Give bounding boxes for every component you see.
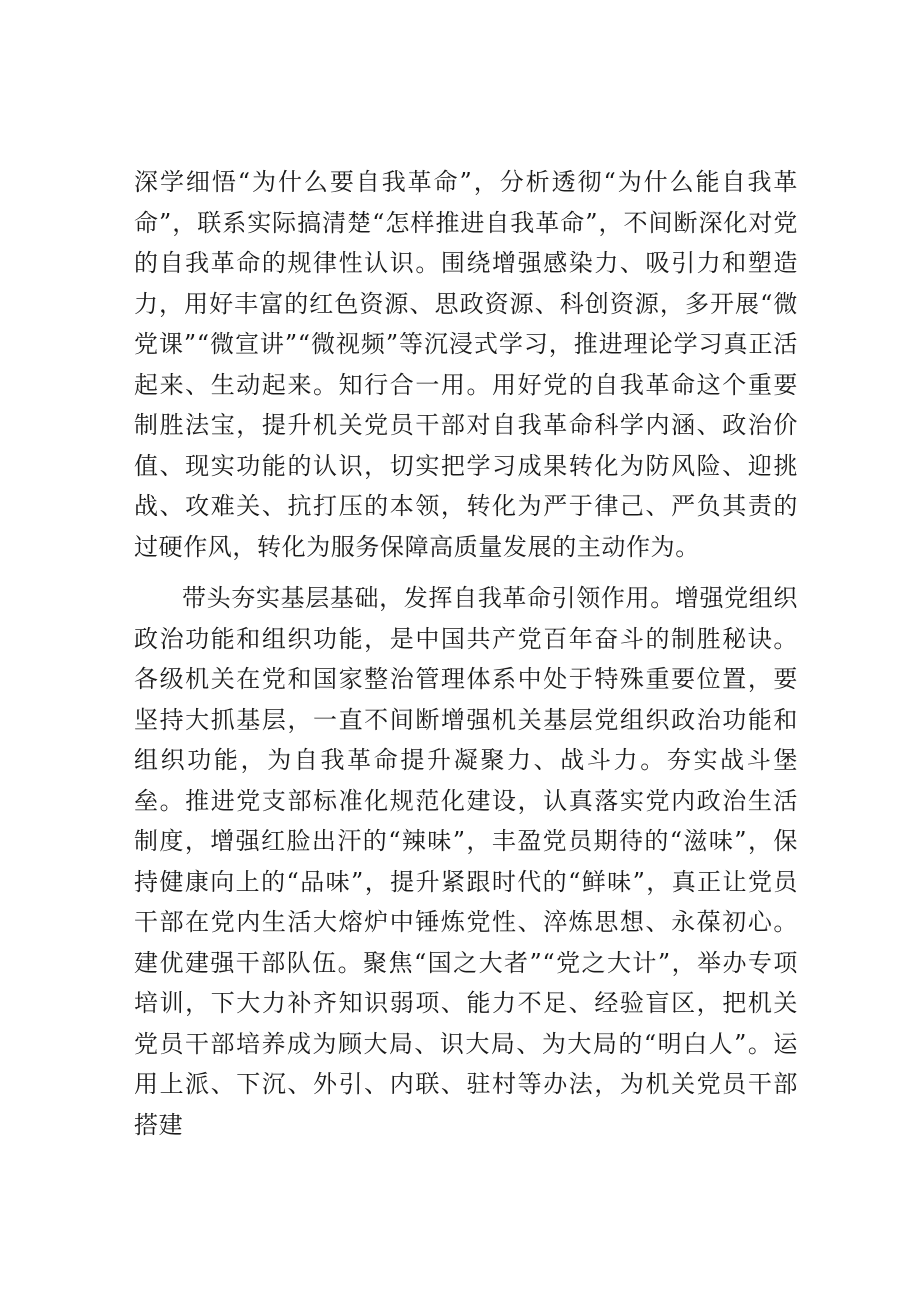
document-body — [134, 162, 798, 1145]
paragraph-1: 深学细悟“为什么要自我革命”，分析透彻“为什么能自我革命”，联系实际搞清楚“怎样推进自我革命”，不间断深化对党的自我革命的规律性认识。围绕增强感染力、吸引力和塑造力，用好丰富的红色资源、思政资源、科创资源，多开展“微党课”“微宣讲”“微视频”等沉浸式学习，推进理论学习真正活起来、生动起来。知行合一用。用好党的自我革命这个重要制胜法宝，提升机关党员干部对自我革命科学内涵、政治价值、现实功能的认识，切实把学习成果转化为防风险、迎挑战、攻难关、抗打压的本领，转化为严于律己、严负其责的过硬作风，转化为服务保障高质量发展的主动作为。 — [134, 168, 798, 561]
paragraph-2: 带头夯实基层基础，发挥自我革命引领作用。增强党组织政治功能和组织功能，是中国共产党百年奋斗的制胜秘诀。各级机关在党和国家整治管理体系中处于特殊重要位置，要坚持大抓基层，一直不间断增强机关基层党组织政治功能和组织功能，为自我革命提升凝聚力、战斗力。夯实战斗堡垒。推进党支部标准化规范化建设，认真落实党内政治生活制度，增强红脸出汗的“辣味”，丰盈党员期待的“滋味”，保持健康向上的“品味”，提升紧跟时代的“鲜味”，真正让党员干部在党内生活大熔炉中锤炼党性、淬炼思想、永葆初心。建优建强干部队伍。聚焦“国之大者”“党之大计”，举办专项培训，下大力补齐知识弱项、能力不足、经验盲区，把机关党员干部培养成为顾大局、识大局、为大局的“明白人”。运用上派、下沉、外引、内联、驻村等办法，为机关党员干部搭建 — [134, 584, 798, 1139]
